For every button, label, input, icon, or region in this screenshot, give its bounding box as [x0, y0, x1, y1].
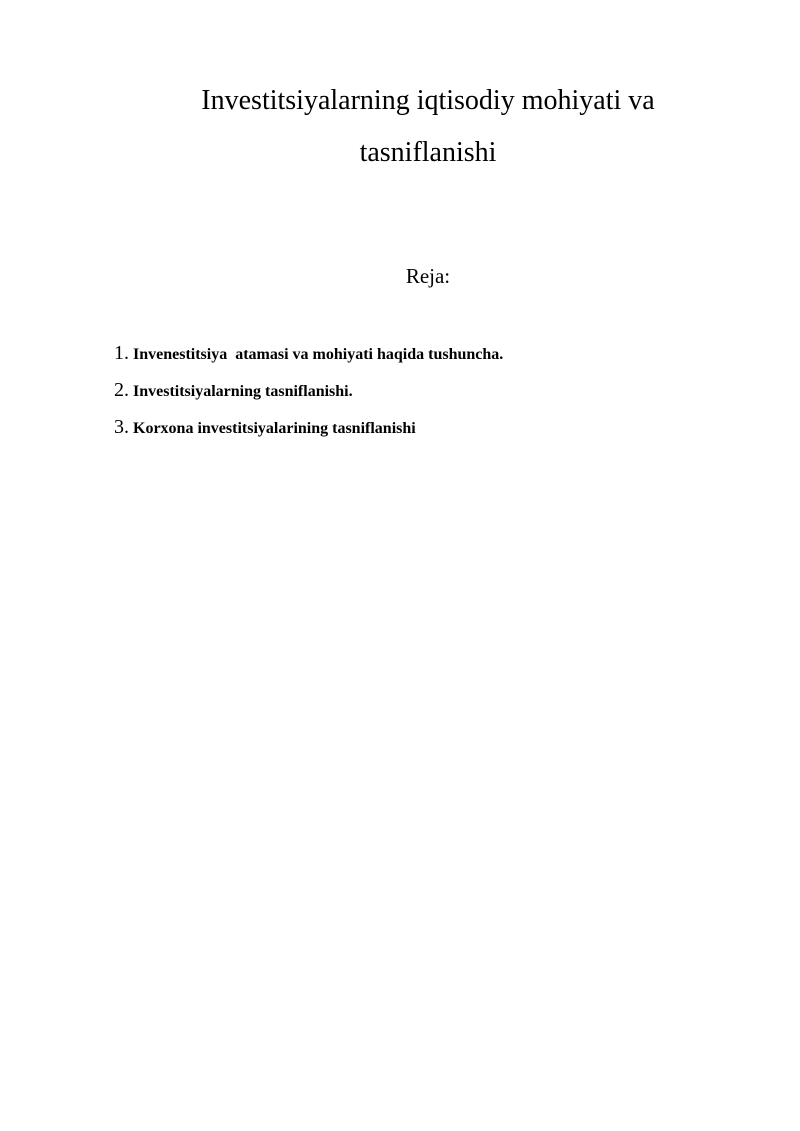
plan-item-1 [114, 338, 503, 375]
plan-item-text: Investitsiyalarning tasniflanishi. [133, 383, 353, 400]
plan-list [114, 338, 503, 449]
title-line-2: tasniflanishi [359, 137, 497, 168]
plan-item-text: Invenestitsiya atamasi va mohiyati haqida tushuncha. [133, 346, 504, 363]
plan-item-3 [114, 412, 503, 449]
plan-item-number: 1. [114, 342, 129, 364]
plan-item-number: 3. [114, 416, 129, 438]
title-line-1: Investitsiyalarning iqtisodiy mohiyati va [201, 85, 655, 116]
plan-item-text: Korxona investitsiyalarining tasniflanishi [133, 420, 416, 437]
document-title [150, 75, 706, 179]
plan-heading: Reja: [405, 264, 451, 288]
plan-item-number: 2. [114, 379, 129, 401]
plan-item-2 [114, 375, 503, 412]
